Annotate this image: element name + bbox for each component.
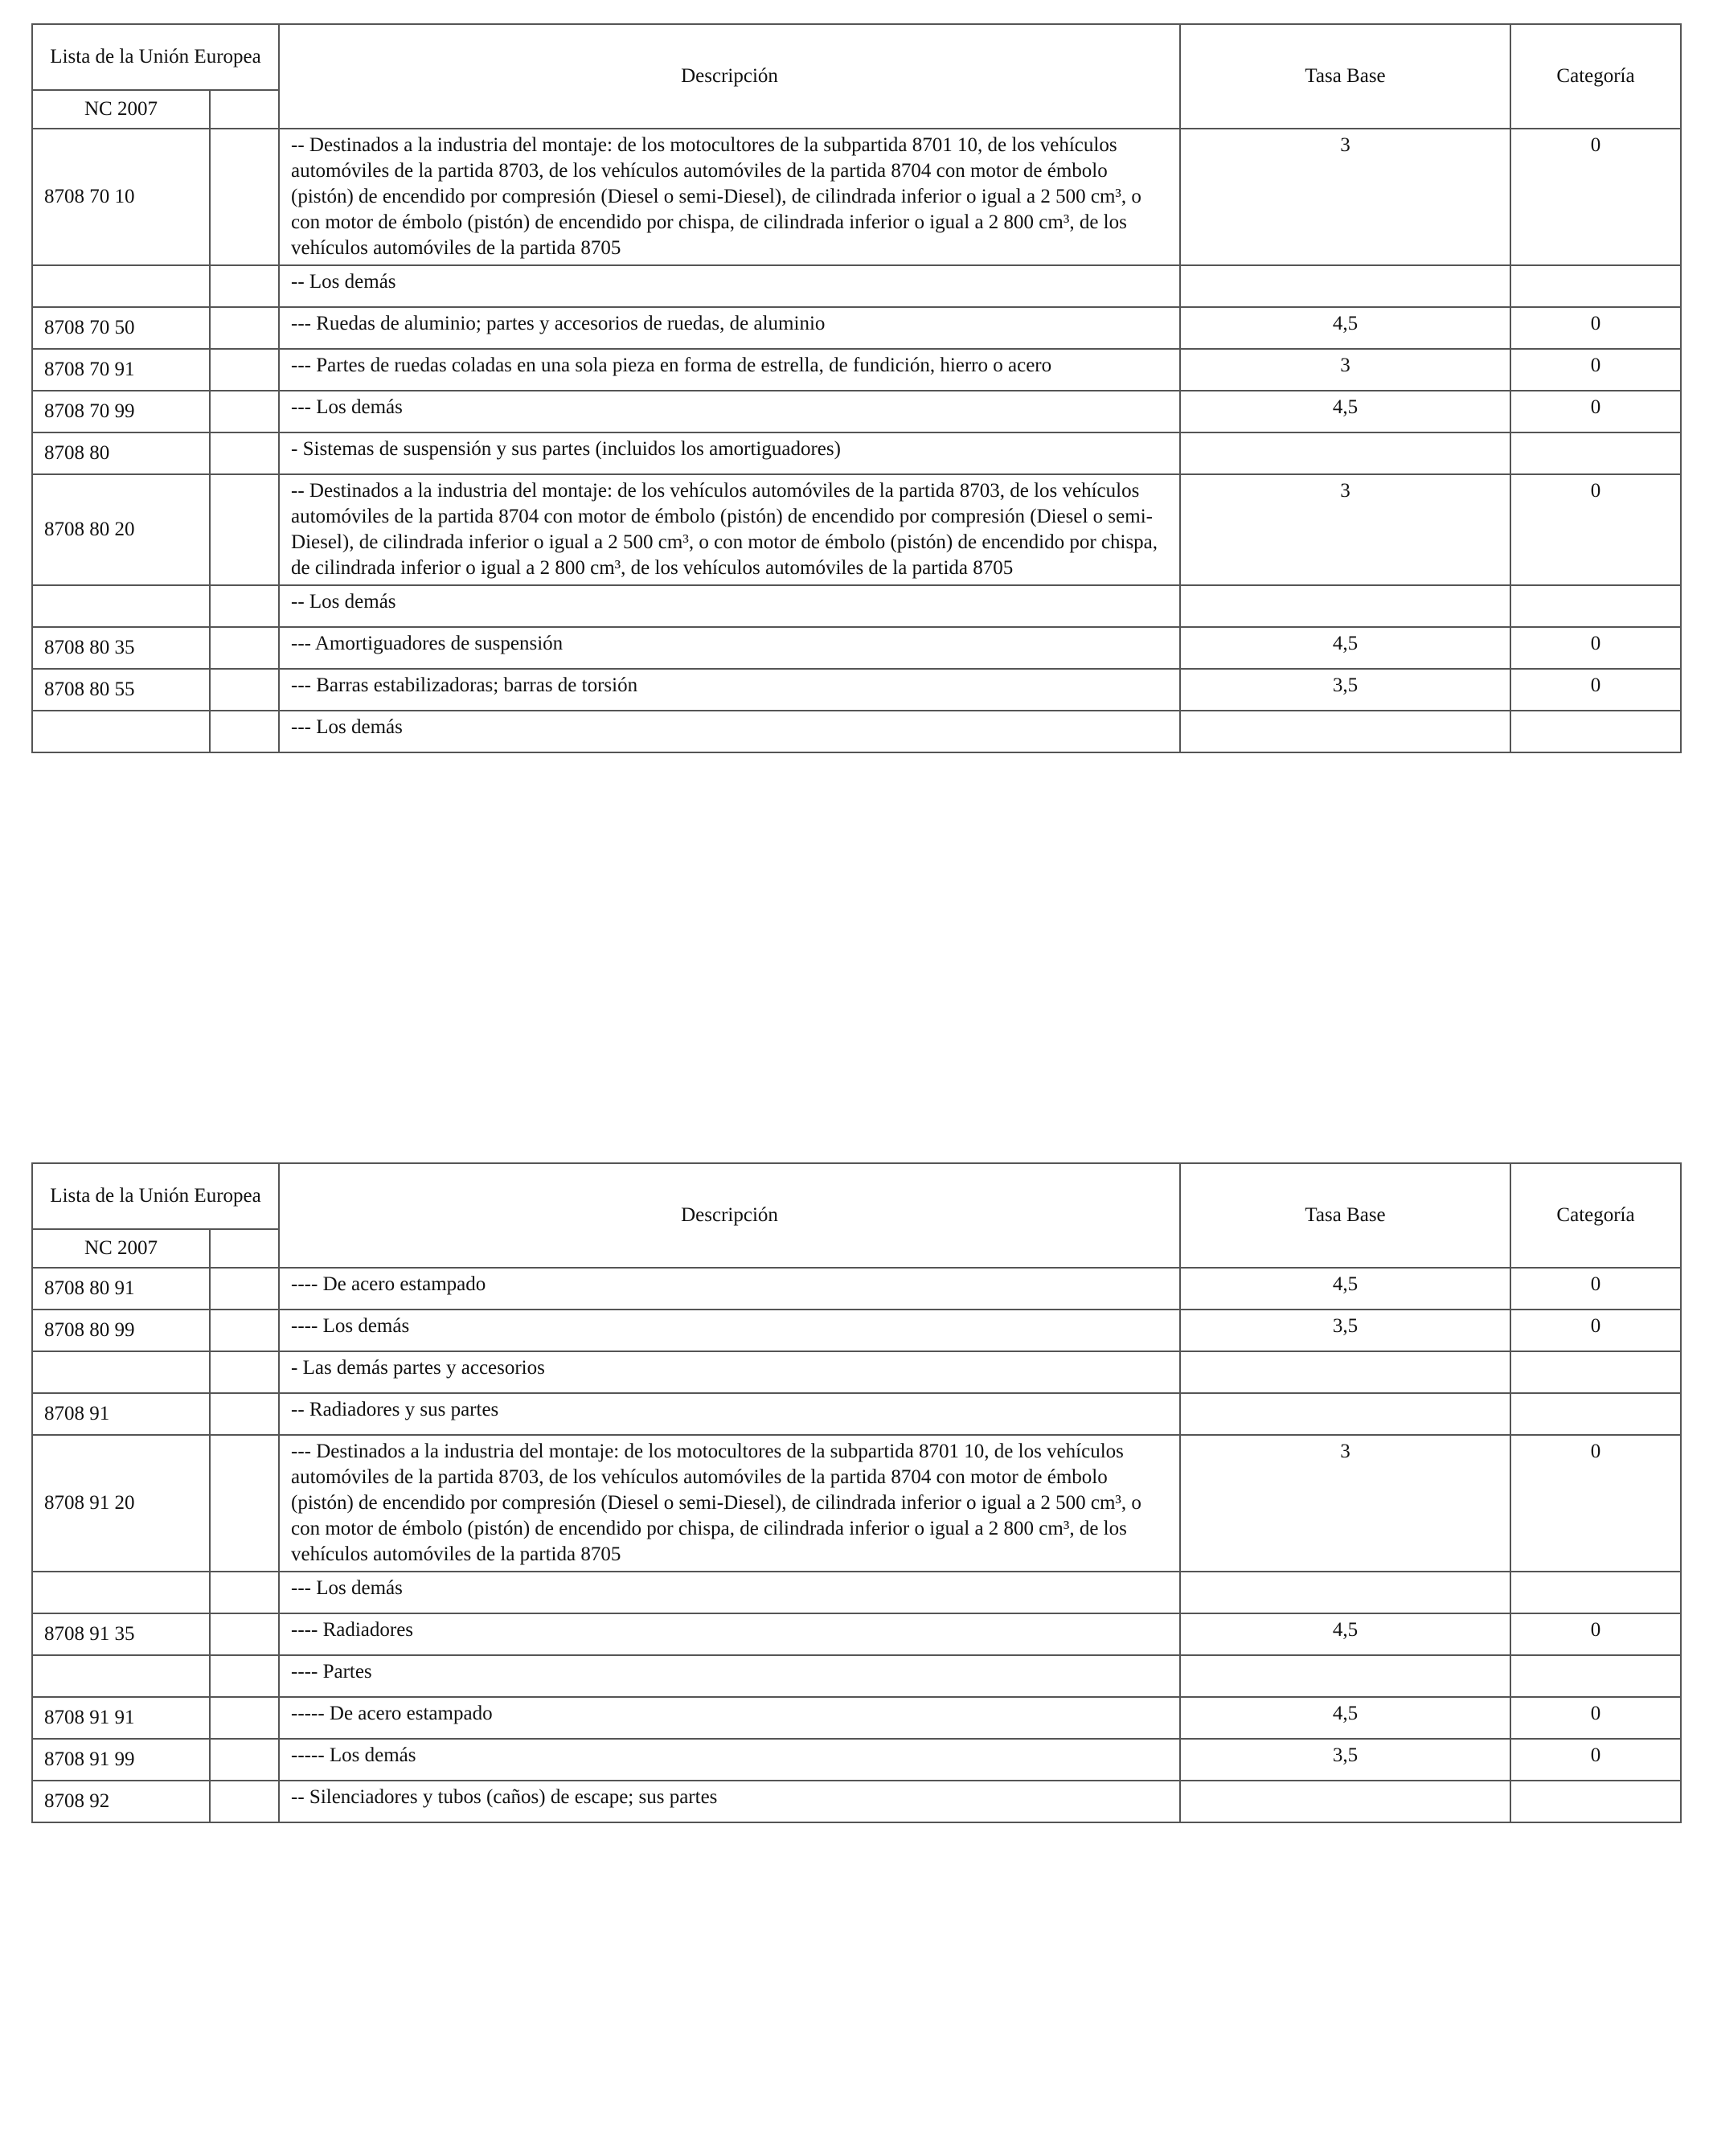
- rate-cell: 3: [1180, 349, 1510, 391]
- description-cell: --- Amortiguadores de suspensión: [279, 627, 1180, 669]
- header-rate: Tasa Base: [1180, 24, 1510, 129]
- blank-cell: [210, 391, 279, 432]
- tariff-rows-1: [32, 129, 1681, 752]
- table-row: [32, 307, 1681, 349]
- blank-cell: [210, 474, 279, 585]
- code-cell: 8708 80 55: [32, 669, 210, 711]
- rate-cell: [1180, 1572, 1510, 1613]
- table-row: [32, 129, 1681, 265]
- description-cell: -- Radiadores y sus partes: [279, 1393, 1180, 1435]
- tariff-table-2: [31, 1162, 1682, 1823]
- blank-cell: [210, 1435, 279, 1572]
- header-nc-blank: [210, 1229, 279, 1268]
- code-cell: 8708 70 99: [32, 391, 210, 432]
- rate-cell: 3: [1180, 1435, 1510, 1572]
- description-cell: -- Los demás: [279, 585, 1180, 627]
- table-row: [32, 1697, 1681, 1739]
- rate-cell: [1180, 1393, 1510, 1435]
- table-row: [32, 391, 1681, 432]
- header-rate: Tasa Base: [1180, 1163, 1510, 1268]
- code-cell: [32, 585, 210, 627]
- blank-cell: [210, 265, 279, 307]
- header-nc-blank: [210, 90, 279, 129]
- table-row: [32, 349, 1681, 391]
- blank-cell: [210, 1655, 279, 1697]
- blank-cell: [210, 1310, 279, 1351]
- rate-cell: 4,5: [1180, 391, 1510, 432]
- blank-cell: [210, 432, 279, 474]
- table-row: [32, 474, 1681, 585]
- description-cell: ---- De acero estampado: [279, 1268, 1180, 1310]
- table-row: [32, 1310, 1681, 1351]
- category-cell: [1510, 1655, 1681, 1697]
- table-row: [32, 1572, 1681, 1613]
- table-row: [32, 1655, 1681, 1697]
- rate-cell: 4,5: [1180, 1268, 1510, 1310]
- code-cell: 8708 70 50: [32, 307, 210, 349]
- category-cell: 0: [1510, 1697, 1681, 1739]
- header-list-label: Lista de la Unión Europea: [32, 24, 279, 90]
- table-row: [32, 1739, 1681, 1781]
- code-cell: 8708 80: [32, 432, 210, 474]
- category-cell: 0: [1510, 129, 1681, 265]
- category-cell: 0: [1510, 349, 1681, 391]
- rate-cell: [1180, 1655, 1510, 1697]
- tariff-rows-2: [32, 1268, 1681, 1822]
- category-cell: 0: [1510, 1268, 1681, 1310]
- category-cell: 0: [1510, 1739, 1681, 1781]
- description-cell: -- Silenciadores y tubos (caños) de escape; sus partes: [279, 1781, 1180, 1822]
- code-cell: 8708 91 91: [32, 1697, 210, 1739]
- blank-cell: [210, 1351, 279, 1393]
- blank-cell: [210, 1393, 279, 1435]
- table-row: [32, 1393, 1681, 1435]
- code-cell: 8708 91 35: [32, 1613, 210, 1655]
- category-cell: [1510, 265, 1681, 307]
- blank-cell: [210, 711, 279, 752]
- table-row: [32, 1268, 1681, 1310]
- table-row: [32, 627, 1681, 669]
- description-cell: --- Partes de ruedas coladas en una sola pieza en forma de estrella, de fundición, hierro o acero: [279, 349, 1180, 391]
- category-cell: [1510, 1781, 1681, 1822]
- code-cell: 8708 92: [32, 1781, 210, 1822]
- category-cell: [1510, 1393, 1681, 1435]
- header-category: Categoría: [1510, 24, 1681, 129]
- description-cell: --- Los demás: [279, 711, 1180, 752]
- category-cell: 0: [1510, 474, 1681, 585]
- code-cell: 8708 80 99: [32, 1310, 210, 1351]
- description-cell: - Las demás partes y accesorios: [279, 1351, 1180, 1393]
- description-cell: --- Barras estabilizadoras; barras de torsión: [279, 669, 1180, 711]
- table-row: [32, 265, 1681, 307]
- rate-cell: 4,5: [1180, 1613, 1510, 1655]
- header-list-label: Lista de la Unión Europea: [32, 1163, 279, 1229]
- category-cell: [1510, 1572, 1681, 1613]
- description-cell: --- Los demás: [279, 391, 1180, 432]
- code-cell: 8708 70 10: [32, 129, 210, 265]
- blank-cell: [210, 1613, 279, 1655]
- code-cell: 8708 80 35: [32, 627, 210, 669]
- code-cell: 8708 91 99: [32, 1739, 210, 1781]
- header-description: Descripción: [279, 1163, 1180, 1268]
- header-nc-label: NC 2007: [32, 1229, 210, 1268]
- table-row: [32, 711, 1681, 752]
- rate-cell: [1180, 585, 1510, 627]
- category-cell: 0: [1510, 1435, 1681, 1572]
- rate-cell: 3: [1180, 129, 1510, 265]
- table-row: [32, 1351, 1681, 1393]
- code-cell: 8708 80 20: [32, 474, 210, 585]
- category-cell: 0: [1510, 1613, 1681, 1655]
- category-cell: 0: [1510, 307, 1681, 349]
- blank-cell: [210, 669, 279, 711]
- description-cell: ---- Los demás: [279, 1310, 1180, 1351]
- code-cell: [32, 711, 210, 752]
- description-cell: - Sistemas de suspensión y sus partes (incluidos los amortiguadores): [279, 432, 1180, 474]
- code-cell: [32, 1351, 210, 1393]
- rate-cell: 4,5: [1180, 1697, 1510, 1739]
- table-row: [32, 1613, 1681, 1655]
- rate-cell: [1180, 265, 1510, 307]
- blank-cell: [210, 585, 279, 627]
- table-row: [32, 1435, 1681, 1572]
- blank-cell: [210, 1572, 279, 1613]
- blank-cell: [210, 307, 279, 349]
- rate-cell: 4,5: [1180, 307, 1510, 349]
- header-nc-label: NC 2007: [32, 90, 210, 129]
- rate-cell: [1180, 432, 1510, 474]
- code-cell: [32, 265, 210, 307]
- description-cell: --- Destinados a la industria del montaje: de los motocultores de la subpartida 8701 10, de los vehículos automóviles de la partida 8703, de los vehículos automóviles de la partida 8704 con motor de émbolo (pistón) de encendido por compresión (Diesel o semi-Diesel), de cilindrada inferior o igual a 2 500 cm³, o con motor de émbolo (pistón) de encendido por chispa, de cilindrada inferior o igual a 2 800 cm³, de los vehículos automóviles de la partida 8705: [279, 1435, 1180, 1572]
- description-cell: ---- Partes: [279, 1655, 1180, 1697]
- description-cell: ---- Radiadores: [279, 1613, 1180, 1655]
- table-row: [32, 1781, 1681, 1822]
- description-cell: ----- De acero estampado: [279, 1697, 1180, 1739]
- category-cell: [1510, 585, 1681, 627]
- code-cell: 8708 80 91: [32, 1268, 210, 1310]
- rate-cell: 4,5: [1180, 627, 1510, 669]
- description-cell: --- Ruedas de aluminio; partes y accesorios de ruedas, de aluminio: [279, 307, 1180, 349]
- description-cell: -- Destinados a la industria del montaje: de los vehículos automóviles de la partida 8703, de los vehículos automóviles de la partida 8704 con motor de émbolo (pistón) de encendido por compresión (Diesel o semi-Diesel), de cilindrada inferior o igual a 2 500 cm³, o con motor de émbolo (pistón) de encendido por chispa, de cilindrada inferior o igual a 2 800 cm³, de los vehículos automóviles de la partida 8705: [279, 474, 1180, 585]
- rate-cell: [1180, 711, 1510, 752]
- description-cell: --- Los demás: [279, 1572, 1180, 1613]
- blank-cell: [210, 1268, 279, 1310]
- code-cell: [32, 1572, 210, 1613]
- blank-cell: [210, 349, 279, 391]
- category-cell: 0: [1510, 627, 1681, 669]
- tariff-table-1: [31, 23, 1682, 753]
- rate-cell: 3,5: [1180, 669, 1510, 711]
- category-cell: [1510, 432, 1681, 474]
- header-description: Descripción: [279, 24, 1180, 129]
- rate-cell: 3,5: [1180, 1310, 1510, 1351]
- category-cell: [1510, 1351, 1681, 1393]
- code-cell: 8708 91 20: [32, 1435, 210, 1572]
- blank-cell: [210, 1739, 279, 1781]
- rate-cell: [1180, 1351, 1510, 1393]
- blank-cell: [210, 627, 279, 669]
- rate-cell: 3: [1180, 474, 1510, 585]
- header-category: Categoría: [1510, 1163, 1681, 1268]
- blank-cell: [210, 1781, 279, 1822]
- table-row: [32, 669, 1681, 711]
- table-row: [32, 432, 1681, 474]
- blank-cell: [210, 129, 279, 265]
- description-cell: -- Destinados a la industria del montaje: de los motocultores de la subpartida 8701 10, de los vehículos automóviles de la partida 8703, de los vehículos automóviles de la partida 8704 con motor de émbolo (pistón) de encendido por compresión (Diesel o semi-Diesel), de cilindrada inferior o igual a 2 500 cm³, o con motor de émbolo (pistón) de encendido por chispa, de cilindrada inferior o igual a 2 800 cm³, de los vehículos automóviles de la partida 8705: [279, 129, 1180, 265]
- code-cell: 8708 70 91: [32, 349, 210, 391]
- category-cell: 0: [1510, 1310, 1681, 1351]
- description-cell: ----- Los demás: [279, 1739, 1180, 1781]
- blank-cell: [210, 1697, 279, 1739]
- description-cell: -- Los demás: [279, 265, 1180, 307]
- category-cell: 0: [1510, 669, 1681, 711]
- code-cell: 8708 91: [32, 1393, 210, 1435]
- category-cell: [1510, 711, 1681, 752]
- rate-cell: 3,5: [1180, 1739, 1510, 1781]
- rate-cell: [1180, 1781, 1510, 1822]
- category-cell: 0: [1510, 391, 1681, 432]
- table-row: [32, 585, 1681, 627]
- code-cell: [32, 1655, 210, 1697]
